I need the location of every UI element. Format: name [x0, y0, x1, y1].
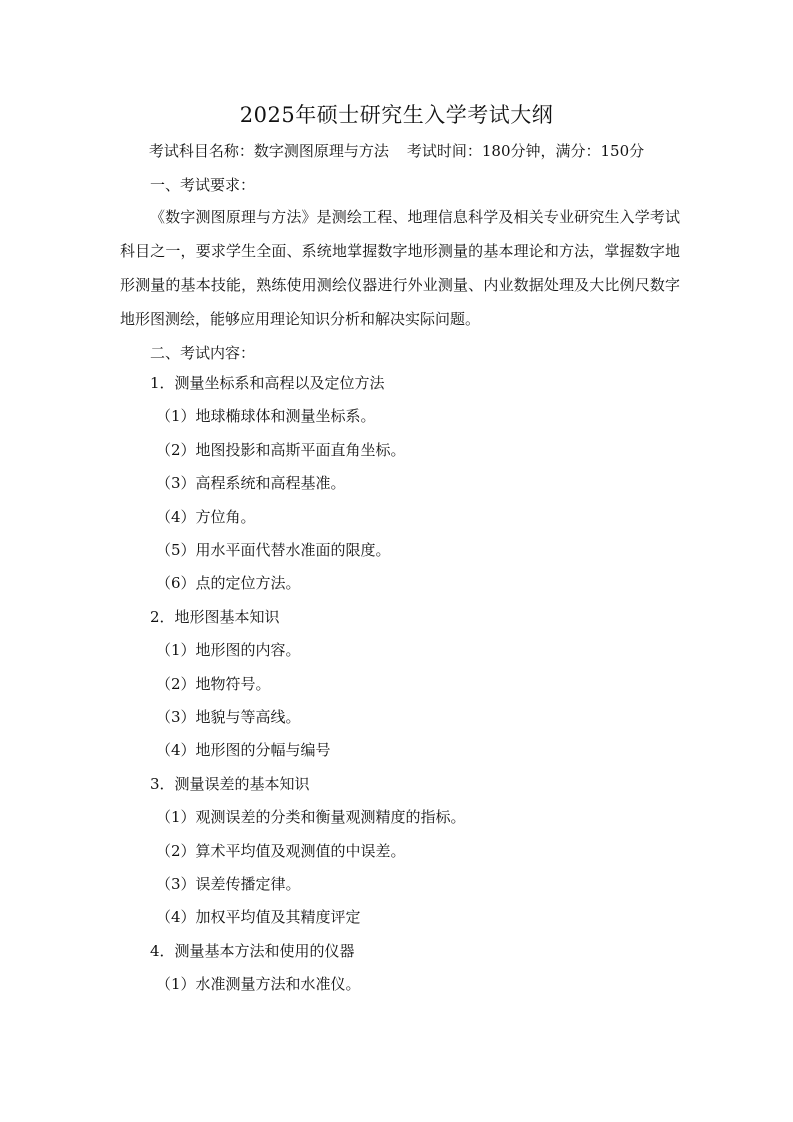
content-subitem: （4）方位角。: [156, 507, 256, 526]
content-topic: 1．测量坐标系和高程以及定位方法: [150, 374, 385, 392]
content-subitem: （5）用水平面代替水准面的限度。: [156, 541, 391, 559]
content-topic: 4．测量基本方法和使用的仪器: [150, 941, 355, 960]
content-subitem: （6）点的定位方法。: [156, 574, 301, 593]
requirements-heading: 一、考试要求：: [150, 176, 256, 194]
content-subitem: （3）地貌与等高线。: [156, 708, 301, 726]
content-topic: 3．测量误差的基本知识: [150, 774, 310, 793]
document-title: 2025年硕士研究生入学考试大纲: [239, 103, 554, 127]
exam-time-score: 考试时间：180分钟，满分：150分: [406, 142, 645, 160]
content-subitem: （2）算术平均值及观测值的中误差。: [156, 841, 406, 860]
content-subitem: （1）水准测量方法和水准仪。: [156, 975, 361, 994]
content-subitem: （3）高程系统和高程基准。: [156, 474, 346, 493]
content-topic: 2．地形图基本知识: [150, 607, 280, 626]
content-subitem: （2）地物符号。: [156, 674, 271, 693]
content-subitem: （3）误差传播定律。: [156, 875, 301, 893]
content-subitem: （1）地形图的内容。: [156, 641, 301, 660]
exam-subject: 考试科目名称：数字测图原理与方法: [148, 142, 389, 160]
content-subitem: （1）地球椭球体和测量坐标系。: [156, 407, 376, 426]
exam-meta: [0, 139, 793, 163]
content-heading: 二、考试内容：: [150, 344, 256, 362]
requirements-body: 《数字测图原理与方法》是测绘工程、地理信息科学及相关专业研究生入学考试科目之一，要求学生全面、系统地掌握数字地形测量的基本理论和方法，掌握数字地形测量的基本技能，熟练使用测绘仪器进行外业测量、内业数据处理及大比例尺数字地形图测绘，能够应用理论知识分析和解决实际问题。: [120, 208, 680, 328]
content-subitem: （4）加权平均值及其精度评定: [156, 908, 361, 927]
content-subitem: （2）地图投影和高斯平面直角坐标。: [156, 440, 406, 459]
content-subitem: （4）地形图的分幅与编号: [156, 741, 331, 760]
content-subitem: （1）观测误差的分类和衡量观测精度的指标。: [156, 808, 466, 827]
